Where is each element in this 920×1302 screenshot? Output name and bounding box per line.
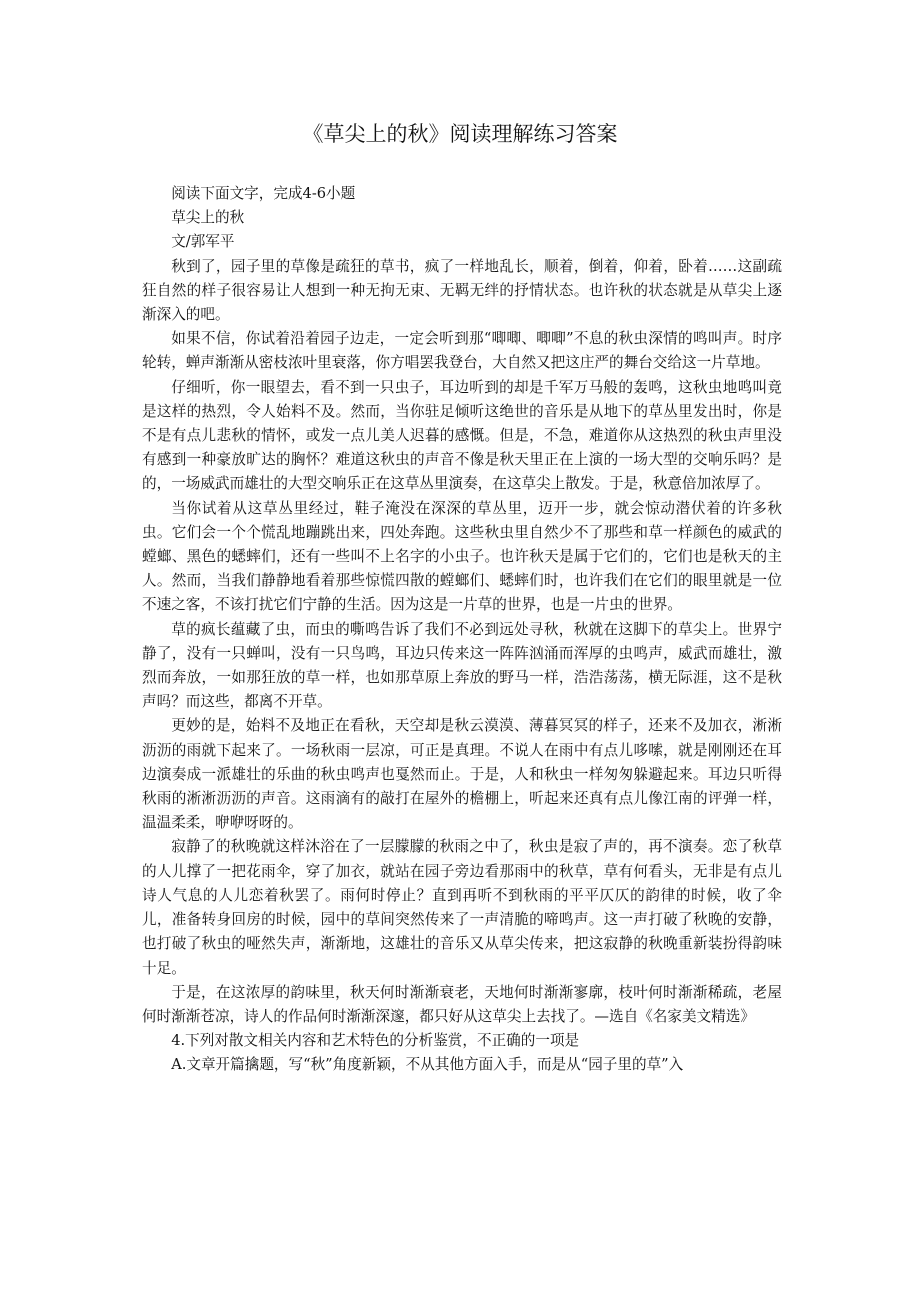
question-4: 4.下列对散文相关内容和艺术特色的分析鉴赏，不正确的一项是 bbox=[171, 1032, 580, 1050]
article-paragraph-1: 秋到了，园子里的草像是疏狂的草书，疯了一样地乱长，顺着，倒着，仰着，卧着……这副疏狂自然的样子很容易让人想到一种无拘无束、无羁无绊的抒情状态。也许秋的状态就是从草尖上逐渐深入的吧。 bbox=[142, 257, 782, 324]
page-title: 《草尖上的秋》阅读理解练习答案 bbox=[302, 122, 618, 146]
article-paragraph-8: 于是，在这浓厚的韵味里，秋天何时渐渐衰老，天地何时渐渐寥廓，枝叶何时渐渐稀疏，老屋何时渐渐苍凉，诗人的作品何时渐渐深邃，都只好从这草尖上去找了。—选自《名家美文精选》 bbox=[142, 983, 782, 1025]
article-paragraph-6: 更妙的是，始料不及地正在看秋，天空却是秋云漠漠、薄暮冥冥的样子，还来不及加衣，淅淅沥沥的雨就下起来了。一场秋雨一层凉，可正是真理。不说人在雨中有点儿哆嗦，就是刚刚还在耳边演奏成一派雄壮的乐曲的秋虫鸣声也戛然而止。于是，人和秋虫一样匆匆躲避起来。耳边只听得秋雨的淅淅沥沥的声音。这雨滴有的敲打在屋外的檐棚上，听起来还真有点儿像江南的评弹一样，温温柔柔，咿咿呀呀的。 bbox=[142, 717, 782, 832]
article-author: 文/郭军平 bbox=[171, 233, 235, 251]
article-paragraph-3: 仔细听，你一眼望去，看不到一只虫子，耳边听到的却是千军万马般的轰鸣，这秋虫地鸣叫竟是这样的热烈，令人始料不及。然而，当你驻足倾听这绝世的音乐是从地下的草丛里发出时，你是不是有点儿悲秋的情怀，或发一点儿美人迟暮的感慨。但是，不急，难道你从这热烈的秋虫声里没有感到一种豪放旷达的胸怀？难道这秋虫的声音不像是秋天里正在上演的一场大型的交响乐吗？是的，一场威武而雄壮的大型交响乐正在这草丛里演奏，在这草尖上散发。于是，秋意倍加浓厚了。 bbox=[142, 378, 782, 493]
article-paragraph-2: 如果不信，你试着沿着园子边走，一定会听到那“唧唧、唧唧”不息的秋虫深情的鸣叫声。时序轮转，蝉声渐渐从密枝浓叶里衰落，你方唱罢我登台，大自然又把这庄严的舞台交给这一片草地。 bbox=[142, 330, 782, 372]
article-paragraph-4: 当你试着从这草丛里经过，鞋子淹没在深深的草丛里，迈开一步，就会惊动潜伏着的许多秋虫。它们会一个个慌乱地蹦跳出来，四处奔跑。这些秋虫里自然少不了那些和草一样颜色的威武的螳螂、黑色的蟋蟀们，还有一些叫不上名字的小虫子。也许秋天是属于它们的，它们也是秋天的主人。然而，当我们静静地看着那些惊慌四散的螳螂们、蟋蟀们时，也许我们在它们的眼里就是一位不速之客，不该打扰它们宁静的生活。因为这是一片草的世界，也是一片虫的世界。 bbox=[142, 499, 782, 614]
article-paragraph-5: 草的疯长蕴藏了虫，而虫的嘶鸣告诉了我们不必到远处寻秋，秋就在这脚下的草尖上。世界宁静了，没有一只蝉叫，没有一只鸟鸣，耳边只传来这一阵阵汹涌而浑厚的虫鸣声，威武而雄壮，激烈而奔放，一如那狂放的草一样，也如那草原上奔放的野马一样，浩浩荡荡，横无际涯，这不是秋声吗？而这些，都离不开草。 bbox=[142, 620, 782, 711]
question-4-option-a: A.文章开篇擒题，写“秋”角度新颖，不从其他方面入手，而是从“园子里的草”入 bbox=[171, 1056, 684, 1074]
article-paragraph-7: 寂静了的秋晚就这样沐浴在了一层朦朦的秋雨之中了，秋虫是寂了声的，再不演奏。恋了秋草的人儿撑了一把花雨伞，穿了加衣，就站在园子旁边看那雨中的秋草，草有何看头，无非是有点儿诗人气息的人儿恋着秋罢了。雨何时停止？直到再听不到秋雨的平平仄仄的韵律的时候，收了伞儿，准备转身回房的时候，园中的草间突然传来了一声清脆的啼鸣声。这一声打破了秋晚的安静，也打破了秋虫的哑然失声，渐渐地，这雄壮的音乐又从草尖传来，把这寂静的秋晚重新装扮得韵味十足。 bbox=[142, 838, 782, 977]
reading-instruction: 阅读下面文字，完成4-6小题 bbox=[171, 185, 356, 202]
article-title: 草尖上的秋 bbox=[171, 209, 245, 227]
document-body bbox=[142, 182, 782, 1078]
